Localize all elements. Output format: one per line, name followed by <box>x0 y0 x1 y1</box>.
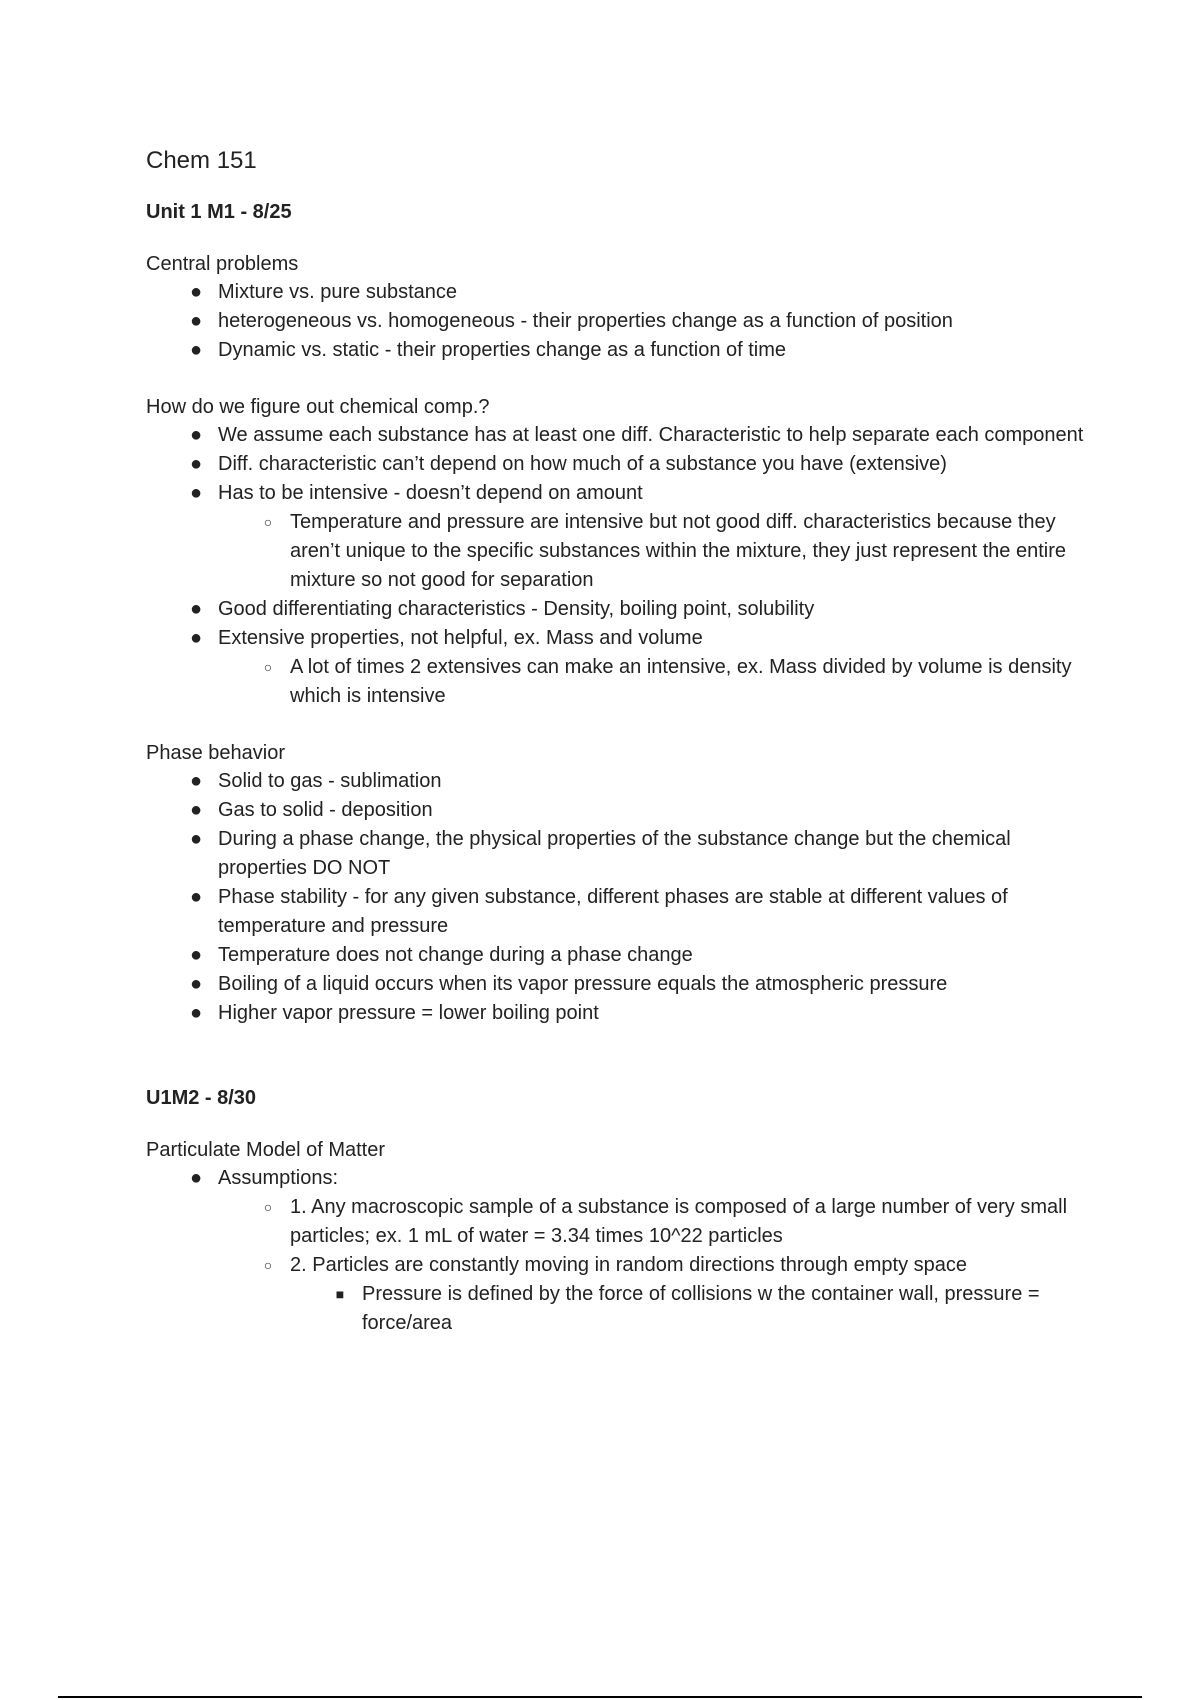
list-item <box>146 999 1096 1028</box>
list-item <box>146 278 1096 307</box>
bullet-icon: ● <box>189 1002 203 1024</box>
bullet-icon: ● <box>189 598 203 620</box>
bullet-list <box>146 767 1096 1028</box>
list-item <box>146 421 1096 450</box>
list-item-text: Temperature does not change during a phase change <box>218 944 693 966</box>
list-item-text: Gas to solid - deposition <box>218 799 433 821</box>
list-item <box>146 624 1096 711</box>
bullet-icon: ● <box>189 627 203 649</box>
bullet-icon: ● <box>189 799 203 821</box>
bullet-icon: ● <box>189 973 203 995</box>
sub-sub-list-item-text: Pressure is defined by the force of collisions w the container wall, pressure = force/area <box>362 1283 1040 1334</box>
sub-list <box>218 1193 1096 1338</box>
list-item-text: Solid to gas - sublimation <box>218 770 442 792</box>
list-item <box>146 450 1096 479</box>
bullet-icon: ● <box>189 281 203 303</box>
sub-sub-list-item <box>290 1280 1096 1338</box>
bullet-list <box>146 421 1096 711</box>
list-item <box>146 595 1096 624</box>
hollow-bullet-icon: ○ <box>263 1257 273 1273</box>
bullet-list <box>146 1164 1096 1338</box>
list-item-text: Assumptions: <box>218 1167 339 1189</box>
list-item-text: During a phase change, the physical properties of the substance change but the chemical properties DO NOT <box>218 828 1011 879</box>
list-item-text: Diff. characteristic can’t depend on how much of a substance you have (extensive) <box>218 453 947 475</box>
sub-list-item <box>218 1193 1096 1251</box>
sub-list-item <box>218 653 1096 711</box>
list-item <box>146 796 1096 825</box>
list-item-text: Mixture vs. pure substance <box>218 281 457 303</box>
list-item <box>146 767 1096 796</box>
bullet-icon: ● <box>189 453 203 475</box>
sub-list-item-text: Temperature and pressure are intensive but not good diff. characteristics because they aren’t unique to the specific substances within the mixture, they just represent the entire mixture so not good for separation <box>290 511 1066 591</box>
list-item-text: Dynamic vs. static - their properties change as a function of time <box>218 339 787 361</box>
list-item-text: Good differentiating characteristics - Density, boiling point, solubility <box>218 598 815 620</box>
bullet-icon: ● <box>189 339 203 361</box>
list-item-text: heterogeneous vs. homogeneous - their properties change as a function of position <box>218 310 953 332</box>
bullet-icon: ● <box>189 944 203 966</box>
list-item <box>146 307 1096 336</box>
list-item-text: Higher vapor pressure = lower boiling point <box>218 1002 599 1024</box>
list-item-text: We assume each substance has at least one diff. Characteristic to help separate each component <box>218 424 1084 446</box>
list-item <box>146 970 1096 999</box>
sub-list <box>218 508 1096 595</box>
square-bullet-icon: ■ <box>335 1286 345 1302</box>
sub-list <box>218 653 1096 711</box>
section-title: Phase behavior <box>146 742 285 764</box>
page-bottom-rule <box>58 1696 1142 1698</box>
document-title: Chem 151 <box>146 147 257 174</box>
sub-list-item <box>218 508 1096 595</box>
list-item <box>146 825 1096 883</box>
list-item-text: Has to be intensive - doesn’t depend on amount <box>218 482 643 504</box>
sub-list-item-text: 1. Any macroscopic sample of a substance is composed of a large number of very small particles; ex. 1 mL of water = 3.34 times 10^22 particles <box>290 1196 1068 1247</box>
hollow-bullet-icon: ○ <box>263 1199 273 1215</box>
list-item-text: Phase stability - for any given substance, different phases are stable at different values of temperature and pressure <box>218 886 1008 937</box>
list-item <box>146 336 1096 365</box>
list-item <box>146 1164 1096 1338</box>
section-title: Particulate Model of Matter <box>146 1139 385 1161</box>
list-item-text: Extensive properties, not helpful, ex. Mass and volume <box>218 627 703 649</box>
bullet-icon: ● <box>189 1167 203 1189</box>
bullet-icon: ● <box>189 886 203 908</box>
bullet-icon: ● <box>189 828 203 850</box>
sub-list-item-text: A lot of times 2 extensives can make an intensive, ex. Mass divided by volume is density which is intensive <box>290 656 1072 707</box>
list-item <box>146 883 1096 941</box>
list-item-text: Boiling of a liquid occurs when its vapor pressure equals the atmospheric pressure <box>218 973 948 995</box>
bullet-icon: ● <box>189 482 203 504</box>
sub-sub-list <box>290 1280 1096 1338</box>
list-item <box>146 479 1096 595</box>
document-page <box>146 144 1096 1338</box>
bullet-icon: ● <box>189 770 203 792</box>
hollow-bullet-icon: ○ <box>263 514 273 530</box>
sub-list-item-text: 2. Particles are constantly moving in random directions through empty space <box>290 1254 968 1276</box>
section-title: Central problems <box>146 253 299 275</box>
hollow-bullet-icon: ○ <box>263 659 273 675</box>
unit-heading: U1M2 - 8/30 <box>146 1087 257 1109</box>
sub-list-item <box>218 1251 1096 1338</box>
bullet-icon: ● <box>189 310 203 332</box>
section-title: How do we figure out chemical comp.? <box>146 396 490 418</box>
unit-heading: Unit 1 M1 - 8/25 <box>146 201 292 223</box>
bullet-icon: ● <box>189 424 203 446</box>
list-item <box>146 941 1096 970</box>
bullet-list <box>146 278 1096 365</box>
